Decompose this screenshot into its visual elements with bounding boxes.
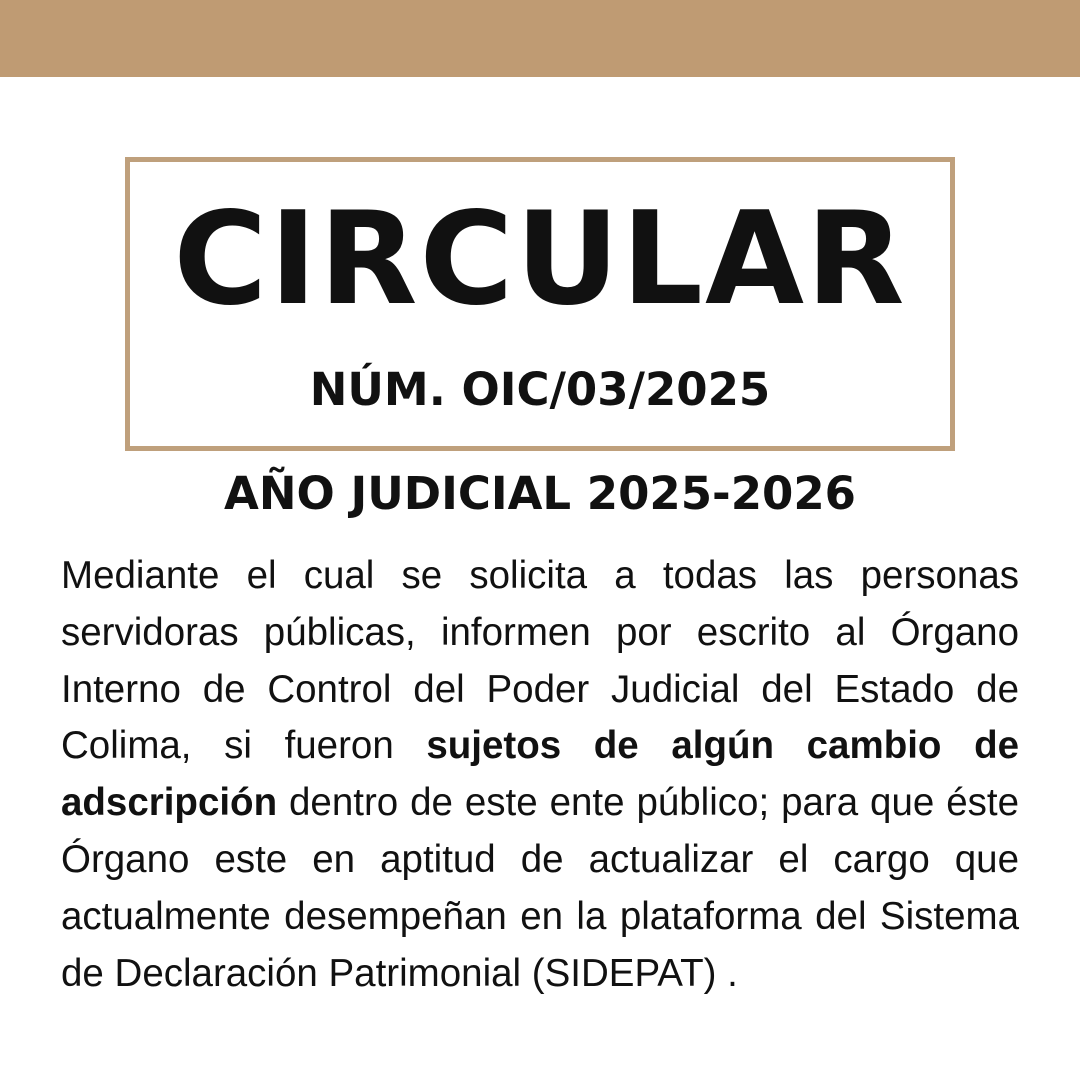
body-outro-text: dentro de este ente público; para que éste Órgano este en aptitud de actualizar el cargo que actualmente desempeñan en la plataforma del Sistema de Declaración Patrimonial (SIDEPAT) . — [61, 781, 1019, 995]
body-intro-text: Mediante el cual se solicita a todas las personas servidoras públicas, informen por escrito al Órgano Interno de Control del Poder Judicial del Estado de Colima, si fueron — [61, 554, 1019, 768]
circular-number: NÚM. OIC/03/2025 — [309, 363, 771, 416]
title-frame — [125, 157, 955, 451]
document-title: CIRCULAR — [173, 185, 907, 334]
judicial-year-heading: AÑO JUDICIAL 2025-2026 — [224, 467, 856, 520]
body-emphasis-text: sujetos de algún cambio de adscripción — [61, 724, 1019, 825]
circular-body-text — [61, 548, 1019, 1002]
top-color-band — [0, 0, 1080, 77]
